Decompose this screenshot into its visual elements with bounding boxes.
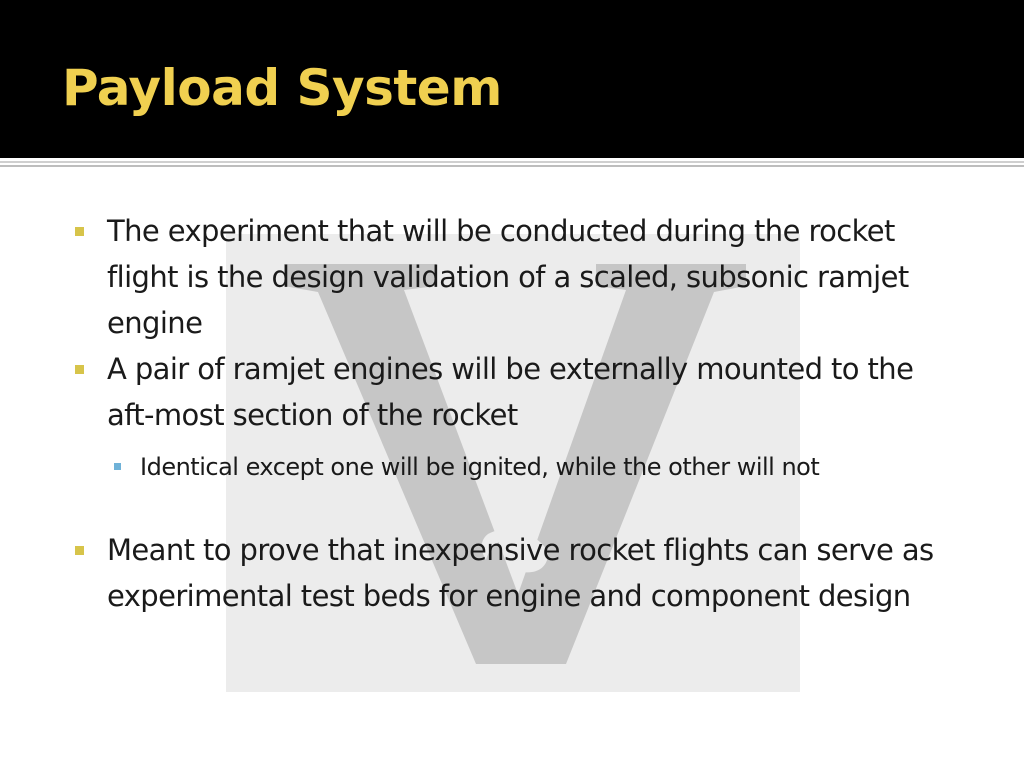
bullet-marker: [75, 365, 84, 374]
bullet-marker: [75, 227, 84, 236]
slide-title: Payload System: [62, 59, 502, 117]
sub-bullet-item: Identical except one will be ignited, while the other will not: [140, 453, 820, 481]
bullet-item: Meant to prove that inexpensive rocket flights can serve as experimental test beds for engine and component design: [107, 533, 934, 613]
bullet-item: The experiment that will be conducted during the rocket flight is the design validation of a scaled, subsonic ramjet engine: [107, 214, 909, 340]
sub-bullet-marker: [114, 463, 121, 470]
bullet-marker: [75, 546, 84, 555]
bullet-item: A pair of ramjet engines will be externally mounted to the aft-most section of the rocket: [107, 352, 914, 432]
